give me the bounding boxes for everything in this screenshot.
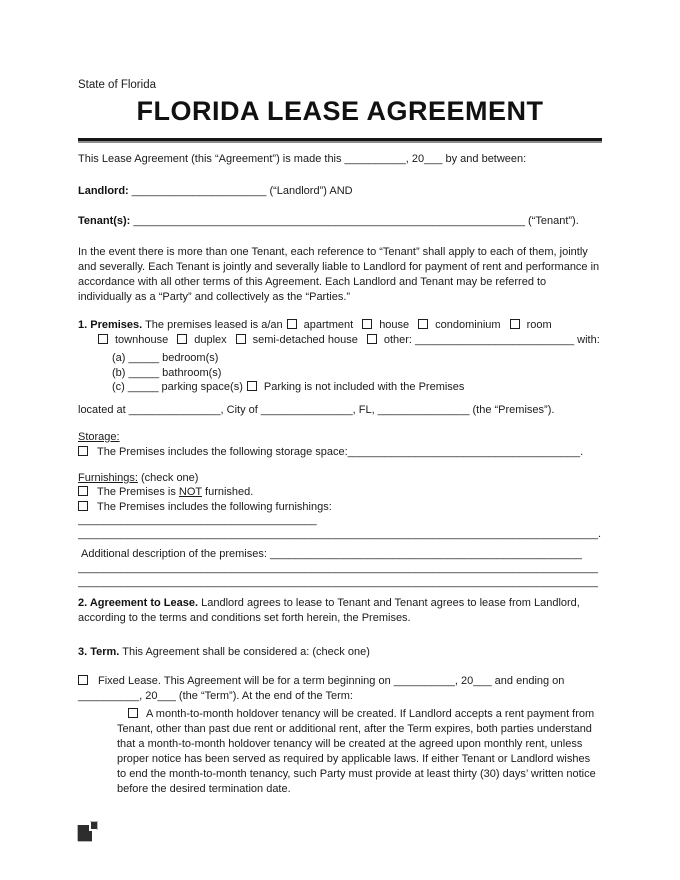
storage-blank[interactable]: ______________________________________. (347, 445, 584, 458)
duplex-checkbox[interactable] (177, 334, 187, 344)
legal-templates-logo (78, 822, 98, 842)
landlord-suffix: (“Landlord”) AND (269, 185, 353, 197)
storage-heading-text: Storage: (78, 430, 120, 443)
additional-description-label: Additional description of the premises: (81, 548, 267, 560)
holdover-text: A month-to-month holdover tenancy will be created. If Landlord accepts a rent payment from Tenant, other than past due rent or additional rent, after the Term expires, both parties understand that a month-to-month holdover tenancy will be created at the agreed upon monthly rent, unless proper notice has been served as required by applicable laws. If either Tenant or Landlord wishes to end the month-to-month tenancy, such Party must provide at least thirty (30) days’ written notice before the desired termination date. (117, 708, 596, 795)
holdover-paragraph (117, 707, 602, 797)
other-label: other: (383, 334, 412, 346)
landlord-name-blank[interactable]: ______________________ (131, 185, 267, 197)
townhouse-checkbox[interactable] (98, 334, 108, 344)
additional-blank-line-1[interactable]: _____________________________________________________________________________________ (78, 562, 599, 574)
option-townhouse (98, 334, 168, 346)
tenant-suffix: (“Tenant”). (528, 215, 579, 227)
not-furnished-post: furnished. (205, 486, 254, 498)
other-checkbox[interactable] (367, 334, 377, 344)
premises-detail-items (78, 351, 602, 395)
furnishings-blank-line-1[interactable]: _______________________________________ (78, 514, 317, 526)
premises-type-row-2 (78, 333, 602, 348)
item-b-letter: (b) (112, 366, 126, 379)
parking-item (112, 380, 602, 395)
with-label: with: (577, 334, 600, 346)
option-house (362, 319, 409, 331)
term-text: This Agreement shall be considered a: (check one) (122, 646, 370, 658)
fixed-lease-label: Fixed Lease. (98, 675, 161, 687)
additional-blank-line-2[interactable]: _____________________________________________________________________________________ (78, 575, 599, 588)
option-room (510, 319, 552, 331)
bedrooms-blank[interactable]: _____ (128, 352, 160, 364)
other-blank[interactable]: __________________________ (415, 334, 575, 346)
option-other (367, 334, 412, 346)
agreement-to-lease-paragraph (78, 596, 602, 626)
house-checkbox[interactable] (362, 319, 372, 329)
logo-small-square (89, 822, 97, 831)
premises-lead: The premises leased is a/an (145, 319, 283, 331)
furnished-option (78, 500, 602, 515)
parking-blank[interactable]: _____ (127, 381, 159, 393)
bathrooms-label: bathroom(s) (162, 366, 222, 379)
located-line: located at _______________, City of _______________, FL, _______________ (the “Premises”). (78, 403, 555, 416)
tenant-line (78, 214, 602, 229)
tenant-name-blank[interactable]: ________________________________________________________________ (133, 215, 525, 227)
condominium-label: condominium (435, 319, 501, 331)
bathrooms-item (112, 366, 602, 381)
storage-heading (78, 430, 602, 445)
document-title: FLORIDA LEASE AGREEMENT (136, 96, 544, 126)
not-furnished-option (78, 485, 602, 500)
document-body (78, 0, 602, 797)
option-duplex (177, 334, 226, 346)
landlord-line (78, 184, 602, 199)
semi-detached-label: semi-detached house (252, 334, 358, 346)
fixed-lease-text-1: This Agreement will be for a term beginning on __________, 20___ and ending on (163, 675, 565, 687)
storage-option-text: The Premises includes the following storage space: (97, 445, 348, 458)
fixed-lease-line-1 (78, 674, 602, 689)
condominium-checkbox[interactable] (418, 319, 428, 329)
premises-type-row-1 (78, 318, 602, 333)
section-3-heading: 3. Term. (78, 646, 120, 658)
not-furnished-pre: The Premises is (97, 486, 176, 498)
multi-tenant-paragraph: In the event there is more than one Tenant, each reference to “Tenant” shall apply to each of them, jointly and severally. Each Tenant is jointly and severally liable to Landlord for payment of rent and performance in accordance with all other terms of this Agreement. Each Landlord and Tenant may be referred to individually as a “Party” and collectively as the “Parties.” (78, 246, 600, 303)
room-label: room (526, 319, 552, 331)
option-semi-detached (236, 334, 358, 346)
fixed-lease-checkbox[interactable] (78, 675, 88, 685)
bedrooms-label: bedroom(s) (162, 352, 219, 364)
state-label: State of Florida (78, 79, 156, 91)
option-no-parking (247, 381, 465, 393)
house-label: house (379, 319, 410, 331)
not-furnished-checkbox[interactable] (78, 486, 88, 496)
furnished-checkbox[interactable] (78, 501, 88, 511)
room-checkbox[interactable] (510, 319, 520, 329)
furnishings-heading (78, 471, 602, 486)
furnished-text: The Premises includes the following furnishings: (97, 500, 332, 513)
no-parking-checkbox[interactable] (247, 381, 257, 391)
option-condominium (418, 319, 500, 331)
apartment-checkbox[interactable] (287, 319, 297, 329)
intro-made-line: This Lease Agreement (this “Agreement”) is made this __________, 20___ by and between: (78, 153, 527, 165)
tenant-label: Tenant(s): (78, 215, 131, 227)
agreement-text: Landlord agrees to lease to Tenant and Tenant agrees to lease from Landlord, according to the terms and conditions set forth herein, the Premises. (78, 597, 580, 624)
section-1-heading: 1. Premises. (78, 319, 143, 331)
storage-checkbox[interactable] (78, 446, 88, 456)
term-paragraph (78, 645, 602, 660)
no-parking-label: Parking is not included with the Premises (263, 381, 465, 393)
duplex-label: duplex (194, 334, 227, 346)
furnishings-heading-note: (check one) (140, 471, 199, 484)
townhouse-label: townhouse (115, 334, 169, 346)
bathrooms-blank[interactable]: _____ (128, 366, 160, 379)
apartment-label: apartment (303, 319, 354, 331)
item-a-letter: (a) (112, 352, 126, 364)
parking-label: parking space(s) (161, 381, 243, 393)
furnishings-heading-text: Furnishings: (78, 471, 138, 484)
fixed-lease-line-2: __________, 20___ (the “Term”). At the end of the Term: (78, 690, 353, 702)
bedrooms-item (112, 351, 602, 366)
holdover-checkbox[interactable] (128, 708, 138, 718)
not-word: NOT (178, 486, 202, 498)
option-apartment (287, 319, 354, 331)
storage-option-line (78, 445, 602, 460)
semi-detached-checkbox[interactable] (236, 334, 246, 344)
furnishings-blank-line-2[interactable]: _____________________________________________________________________________________. (78, 527, 602, 540)
landlord-label: Landlord: (78, 185, 129, 197)
title-divider (78, 138, 602, 143)
additional-description-blank[interactable]: ___________________________________________________ (269, 548, 582, 560)
additional-description-line (78, 547, 602, 562)
section-2-heading: 2. Agreement to Lease. (78, 597, 199, 609)
item-c-letter: (c) (112, 381, 125, 393)
